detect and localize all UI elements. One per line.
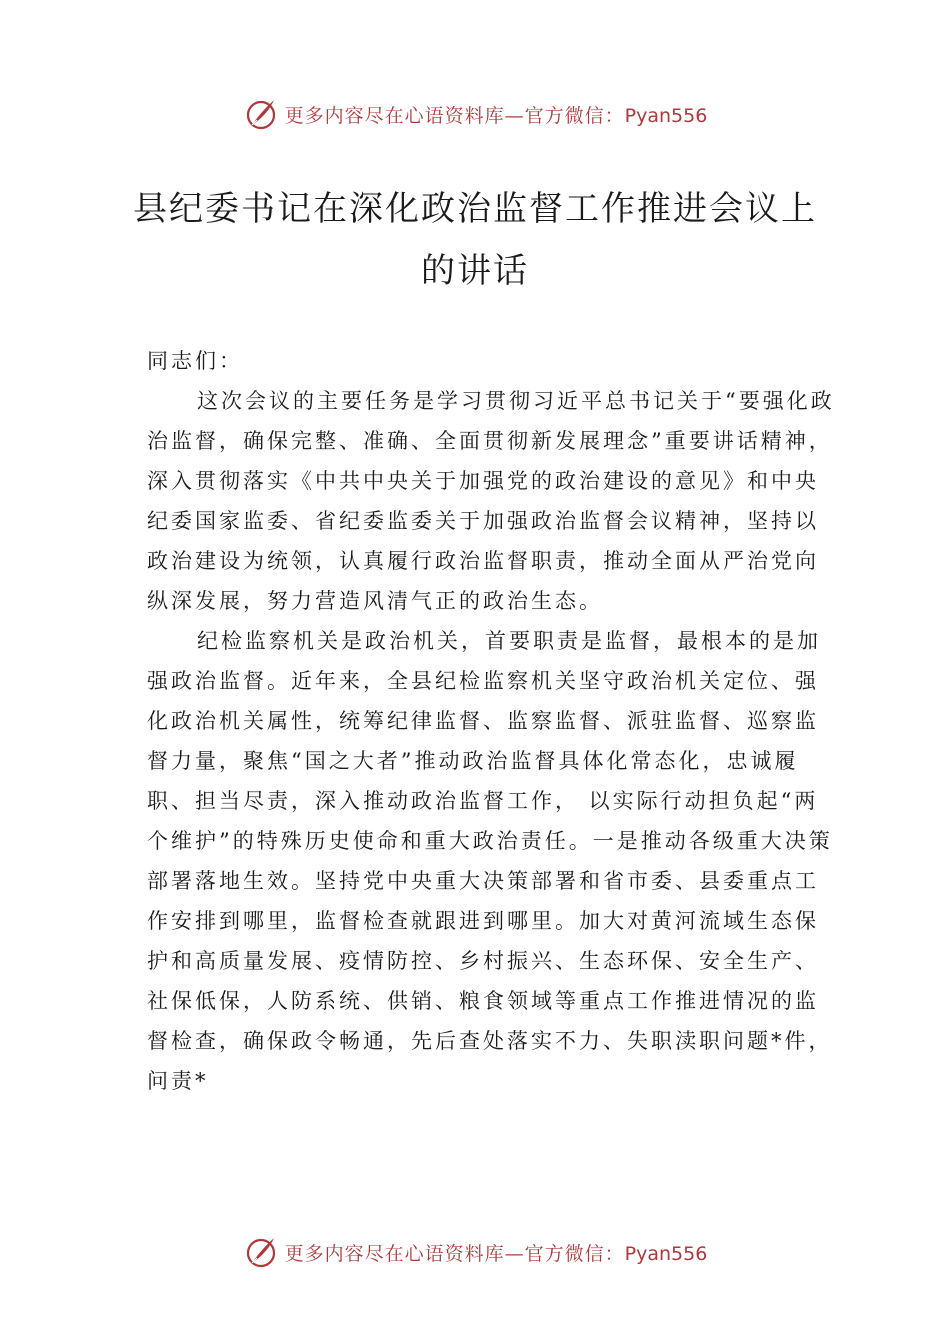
- salutation: 同志们：: [147, 349, 243, 373]
- banner-label: 更多内容尽在心语资料库—官方微信：: [284, 104, 625, 127]
- footer-banner: [0, 1232, 950, 1272]
- banner-label: 更多内容尽在心语资料库—官方微信：: [284, 1242, 625, 1265]
- paragraph: 这次会议的主要任务是学习贯彻习近平总书记关于“要强化政治监督，确保完整、准确、全面贯彻新发展理念”重要讲话精神，深入贯彻落实《中共中央关于加强党的政治建设的意见》和中央纪委国家监委、省纪委监委关于加强政治监督会议精神，坚持以政治建设为统领，认真履行政治监督职责，推动全面从严治党向纵深发展，努力营造风清气正的政治生态。: [147, 389, 835, 613]
- header-banner: [0, 94, 950, 134]
- quill-pen-logo-icon: [243, 96, 279, 132]
- wechat-id: Pyan556: [624, 1242, 708, 1265]
- page-title: 县纪委书记在深化政治监督工作推进会议上的讲话: [133, 189, 817, 291]
- banner-text: [285, 101, 708, 128]
- paragraph: 纪检监察机关是政治机关，首要职责是监督，最根本的是加强政治监督。近年来，全县纪检监察机关坚守政治机关定位、强化政治机关属性，统筹纪律监督、监察监督、派驻监督、巡察监督力量，聚焦“国之大者”推动政治监督具体化常态化，忠诚履职、担当尽责，深入推动政治监督工作， 以实际行动担负起“两个维护”的特殊历史使命和重大政治责任。一是推动各级重大决策部署落地生效。坚持党中央重大决策部署和省市委、县委重点工作安排到哪里，监督检查就跟进到哪里。加大对黄河流域生态保护和高质量发展、疫情防控、乡村振兴、生态环保、安全生产、社保低保，人防系统、供销、粮食领域等重点工作推进情况的监督检查，确保政令畅通，先后查处落实不力、失职渎职问题*件，问责*: [147, 629, 833, 1093]
- wechat-id: Pyan556: [624, 104, 708, 127]
- quill-pen-logo-icon: [243, 1234, 279, 1270]
- document-body: [147, 341, 837, 1101]
- banner-text: [285, 1239, 708, 1266]
